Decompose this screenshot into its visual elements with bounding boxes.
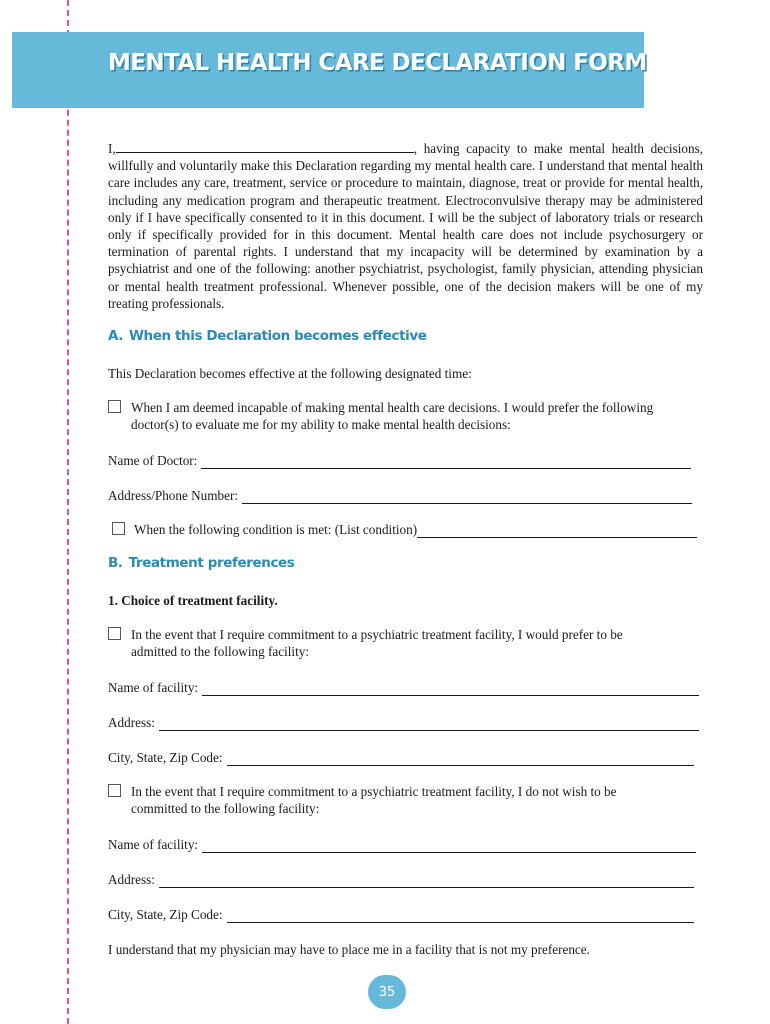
facility-name-label: Name of facility: — [108, 680, 199, 695]
margin-rule — [67, 0, 69, 1024]
not-line2: committed to the following facility: — [131, 801, 320, 817]
section-b-letter: B. — [108, 555, 123, 571]
prefer-facility-name-field[interactable] — [202, 683, 699, 696]
not-city-row — [108, 906, 694, 923]
incapable-line2: doctor(s) to evaluate me for my ability to make mental health decisions: — [131, 417, 511, 433]
facility-subhead: 1. Choice of treatment facility. — [108, 593, 278, 608]
prefer-facility-text — [131, 626, 623, 660]
intro-prefix: I, — [108, 141, 116, 156]
address-phone-row — [108, 487, 692, 504]
not-facility-name-row — [108, 836, 696, 853]
incapable-text — [131, 399, 653, 433]
not-facility-name-field[interactable] — [202, 840, 696, 853]
page-number: 35 — [378, 984, 396, 1000]
prefer-facility-checkbox[interactable] — [108, 627, 121, 640]
doctor-name-field[interactable] — [201, 456, 691, 469]
prefer-facility-name-row — [108, 679, 699, 696]
intro-text: , having capacity to make mental health decisions, willfully and voluntarily make this Declaration regarding my mental health care. I understand that mental health care includes any care, treatment, service or procedure to maintain, diagnose, treat or provide for mental health, including any medication program and therapeutic treatment. Electroconvulsive therapy may be administered only if I have specifically consented to it in this document. I will be the subject of laboratory trials or research only if specifically provided for in this document. Mental health care does not include psychosurgery or termination of parental rights. I understand that my incapacity will be determined by examination by a psychiatrist and one of the following: another psychiatrist, psychologist, family physician, attending physician or mental health treatment professional. Whenever possible, one of the decision makers will be one of my treating professionals. — [108, 141, 703, 311]
not-facility-text — [131, 783, 616, 817]
prefer-line2: admitted to the following facility: — [131, 644, 309, 660]
section-b-title: Treatment preferences — [128, 555, 295, 571]
page-title: MENTAL HEALTH CARE DECLARATION FORM — [108, 50, 647, 76]
condition-checkbox[interactable] — [112, 522, 125, 535]
address-label-2: Address: — [108, 872, 155, 887]
not-line1: In the event that I require commitment to a psychiatric treatment facility, I do not wish to be — [131, 784, 617, 799]
doctor-name-label: Name of Doctor: — [108, 453, 198, 468]
prefer-line1: In the event that I require commitment to a psychiatric treatment facility, I would prefer to be — [131, 627, 623, 642]
prefer-city-field[interactable] — [227, 753, 694, 766]
effective-option-incapable — [108, 399, 703, 433]
intro-paragraph — [108, 140, 703, 312]
not-city-field[interactable] — [227, 910, 694, 923]
not-facility-option — [108, 783, 703, 817]
not-facility-checkbox[interactable] — [108, 784, 121, 797]
condition-field[interactable] — [417, 525, 697, 538]
page-number-badge — [368, 975, 406, 1009]
facility-name-label-2: Name of facility: — [108, 837, 199, 852]
address-phone-field[interactable] — [242, 491, 692, 504]
section-a-letter: A. — [108, 328, 124, 344]
section-b-heading — [108, 555, 294, 572]
prefer-address-row — [108, 714, 699, 731]
incapable-checkbox[interactable] — [108, 400, 121, 413]
section-a-title: When this Declaration becomes effective — [129, 328, 427, 344]
address-label: Address: — [108, 715, 155, 730]
condition-label: When the following condition is met: (List condition) — [134, 522, 418, 537]
city-label: City, State, Zip Code: — [108, 750, 223, 765]
section-a-lead: This Declaration becomes effective at the following designated time: — [108, 366, 472, 381]
city-label-2: City, State, Zip Code: — [108, 907, 223, 922]
prefer-address-field[interactable] — [159, 718, 699, 731]
doctor-name-row — [108, 452, 691, 469]
prefer-facility-option — [108, 626, 703, 660]
section-a-heading — [108, 328, 427, 345]
condition-row — [112, 521, 697, 538]
not-address-field[interactable] — [159, 875, 694, 888]
title-banner — [12, 32, 647, 108]
closing-statement: I understand that my physician may have to place me in a facility that is not my preference. — [108, 942, 590, 957]
not-address-row — [108, 871, 694, 888]
prefer-city-row — [108, 749, 694, 766]
address-phone-label: Address/Phone Number: — [108, 488, 239, 503]
declarant-name-field[interactable] — [116, 140, 414, 153]
incapable-line1: When I am deemed incapable of making mental health care decisions. I would prefer the following — [131, 400, 654, 415]
